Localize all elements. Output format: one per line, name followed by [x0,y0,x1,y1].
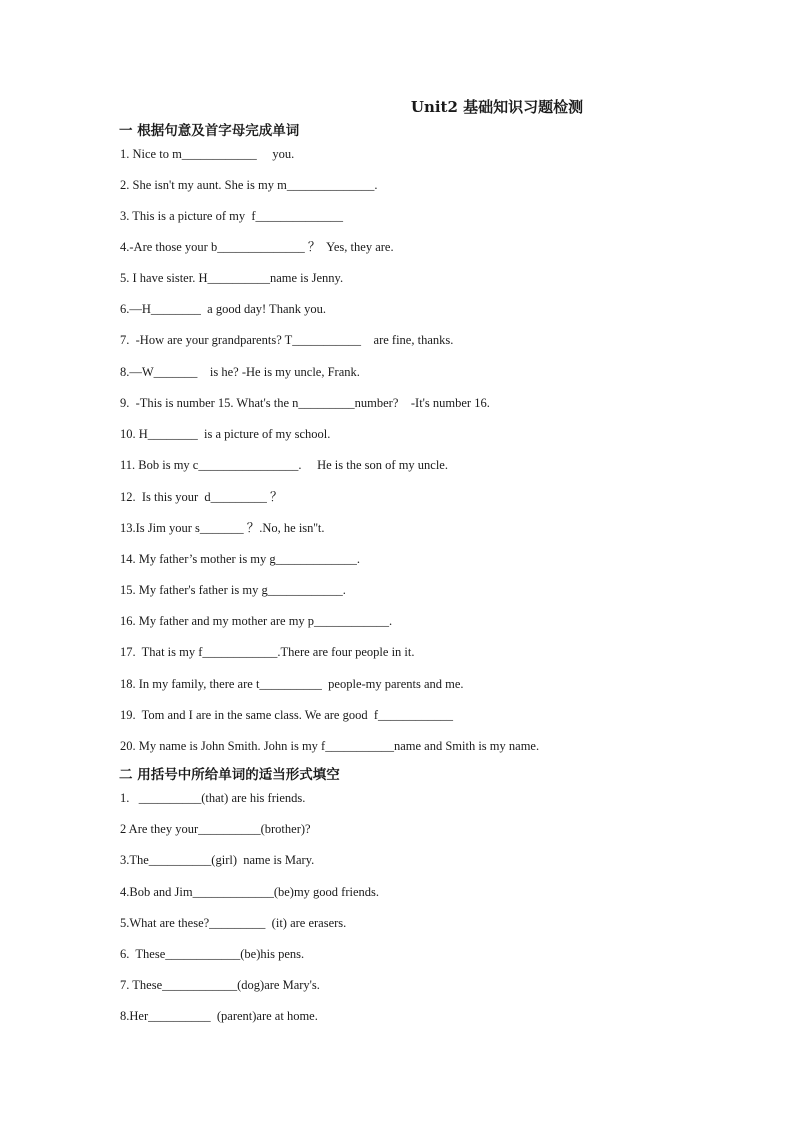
question-15: 15. My father's father is my g____________. [120,583,346,597]
question-11: 11. Bob is my c________________. He is the son of my uncle. [120,458,448,472]
fill-item-2: 2 Are they your__________(brother)? [120,822,311,836]
question-16: 16. My father and my mother are my p____________. [120,614,393,628]
fill-item-1: 1. __________(that) are his friends. [120,791,306,805]
section1-heading: 一 根据句意及首字母完成单词 [119,123,300,139]
question-5: 5. I have sister. H__________name is Jenny. [120,271,344,285]
question-2: 2. She isn't my aunt. She is my m______________. [120,178,378,192]
fill-item-5: 5.What are these?_________ (it) are erasers. [120,916,347,930]
question-13: 13.Is Jim your s_______ ？.No, he isn''t. [120,521,325,535]
question-19: 19. Tom and I are in the same class. We are good f____________ [120,708,453,722]
question-12: 12. Is this your d_________ ？ [120,490,283,504]
fill-item-7: 7. These____________(dog)are Mary's. [120,978,320,992]
question-3: 3. This is a picture of my f______________ [120,209,344,223]
question-1: 1. Nice to m____________ you. [120,147,295,161]
section2-heading: 二 用括号中所给单词的适当形式填空 [119,767,340,783]
page-title: Unit2 基础知识习题检测 [410,98,584,116]
fill-item-4: 4.Bob and Jim_____________(be)my good friends. [120,885,380,899]
fill-item-3: 3.The__________(girl) name is Mary. [120,853,315,867]
question-6: 6.—H________ a good day! Thank you. [120,302,326,316]
question-4: 4.-Are those your b______________ ？ Yes, they are. [120,240,394,254]
question-7: 7. -How are your grandparents? T___________ are fine, thanks. [120,333,454,347]
question-10: 10. H________ is a picture of my school. [120,427,331,441]
question-14: 14. My father’s mother is my g_____________. [120,552,361,566]
question-9: 9. -This is number 15. What's the n_________number? -It's number 16. [120,396,490,410]
question-17: 17. That is my f____________.There are four people in it. [120,645,415,659]
fill-item-8: 8.Her__________ (parent)are at home. [120,1009,318,1023]
fill-item-6: 6. These____________(be)his pens. [120,947,305,961]
question-8: 8.—W_______ is he? -He is my uncle, Frank. [120,365,360,379]
question-18: 18. In my family, there are t__________ people-my parents and me. [120,677,464,691]
question-20: 20. My name is John Smith. John is my f___________name and Smith is my name. [120,739,540,753]
